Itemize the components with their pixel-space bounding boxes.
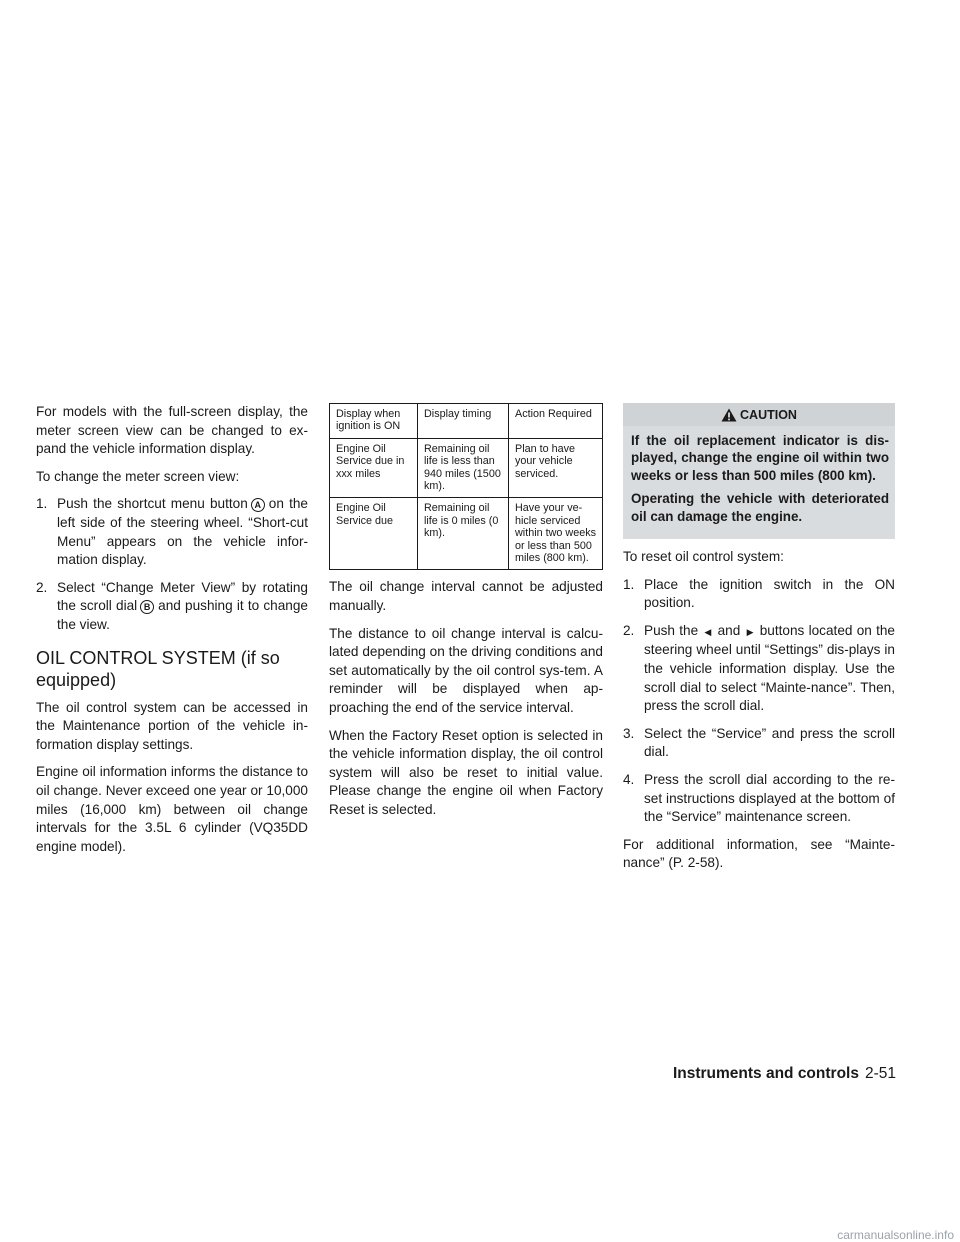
caution-title: CAUTION [740, 408, 797, 422]
page-number: 2-51 [864, 1065, 896, 1082]
interval-paragraph: The oil change interval cannot be adjusted manually. [329, 579, 603, 614]
step-text: Select the “Service” and press the scroll dial. [644, 725, 895, 760]
table-cell: Remaining oil life is less than 940 miles (1500 km). [418, 438, 509, 498]
caution-box [623, 403, 895, 539]
section-name: Instruments and controls [672, 1065, 859, 1082]
column-middle [329, 403, 603, 829]
warning-icon [721, 408, 737, 422]
right-triangle-icon: ▶ [746, 626, 754, 637]
step-number: 4. [623, 771, 635, 787]
step-text-b: buttons located on the steering wheel until “Settings” dis-plays in the vehicle information display. Use the scroll dial to select “Mainte-nance”. Then, press the scroll dial. [644, 622, 895, 714]
calculation-paragraph: The distance to oil change interval is calcu-lated depending on the driving conditions and set automatically by the oil control sys-tem. A reminder will be displayed when ap-proaching the end of the service interval. [329, 625, 603, 716]
step-text: Place the ignition switch in the ON position. [644, 576, 895, 611]
to-change-text: To change the meter screen view: [36, 468, 240, 484]
left-triangle-icon: ◀ [704, 626, 712, 637]
oil-access-paragraph: The oil control system can be accessed in the Maintenance portion of the vehicle in-formation display settings. [36, 699, 308, 752]
table-cell: Have your ve-hicle serviced within two weeks or less than 500 miles (800 km). [509, 498, 603, 570]
table-row [330, 438, 603, 498]
table-cell: Engine Oil Service due [330, 498, 418, 570]
step-text [644, 622, 895, 716]
step-number: 1. [623, 576, 635, 592]
step-number: 2. [623, 622, 635, 638]
watermark: carmanualsonline.info [837, 1228, 954, 1242]
step-2 [36, 579, 308, 635]
reset-step-2 [623, 622, 895, 716]
table-row [330, 498, 603, 570]
step-text-b: on the left side of the steering wheel. “Short-cut Menu” appears on the vehicle infor-mation display. [57, 496, 308, 568]
caution-header [623, 403, 895, 426]
factory-reset-paragraph: When the Factory Reset option is selected in the vehicle information display, the oil control system will also be reset to initial value. Please change the engine oil when Factory Reset is selected. [329, 727, 603, 817]
table-cell: Remaining oil life is 0 miles (0 km). [418, 498, 509, 570]
column-left [36, 403, 308, 865]
oil-display-table [329, 403, 603, 570]
step-text-a: Push the [644, 622, 699, 638]
reset-step-3 [623, 725, 895, 762]
step-text [57, 579, 308, 635]
step-text: Press the scroll dial according to the re-set instructions displayed at the bottom of the “Service” maintenance screen. [644, 771, 895, 825]
table-cell: Plan to have your vehicle serviced. [509, 438, 603, 498]
caution-text: If the oil replacement indicator is dis-played, change the engine oil within two weeks or less than 500 miles (800 km). [631, 433, 889, 483]
marker-a-icon: A [251, 498, 265, 512]
table-header: Display timing [418, 404, 509, 439]
table-header-row [330, 404, 603, 439]
step-text-b: and pushing it to change the view. [57, 598, 308, 632]
step-text-a: Select “Change Meter View” by rotating the scroll dial [57, 579, 308, 614]
intro-paragraph: For models with the full-screen display, the meter screen view can be changed to ex-pand the vehicle information display. [36, 404, 308, 457]
reset-step-4 [623, 771, 895, 827]
column-right [623, 403, 895, 882]
step-number: 2. [36, 579, 48, 595]
table-header: Display when ignition is ON [330, 404, 418, 439]
step-text-a: Push the shortcut menu button [57, 496, 248, 512]
caution-text: Operating the vehicle with deteriorated oil can damage the engine. [631, 491, 889, 524]
step-text-and: and [717, 622, 741, 638]
step-1 [36, 495, 308, 569]
section-heading: OIL CONTROL SYSTEM (if so equipped) [36, 647, 280, 690]
reset-intro: To reset oil control system: [623, 549, 784, 565]
additional-info: For additional information, see “Mainte-nance” (P. 2-58). [623, 836, 895, 871]
step-number: 1. [36, 496, 48, 512]
oil-info-paragraph: Engine oil information informs the distance to oil change. Never exceed one year or 10,000 miles (16,000 km) between oil change intervals for the 3.5L 6 cylinder (VQ35DD engine model). [36, 764, 308, 854]
table-cell: Engine Oil Service due in xxx miles [330, 438, 418, 498]
page-footer [673, 1064, 896, 1084]
table-header: Action Required [509, 404, 603, 439]
step-number: 3. [623, 725, 635, 741]
marker-b-icon: B [140, 600, 154, 614]
step-text [57, 495, 308, 569]
reset-step-1 [623, 576, 895, 613]
